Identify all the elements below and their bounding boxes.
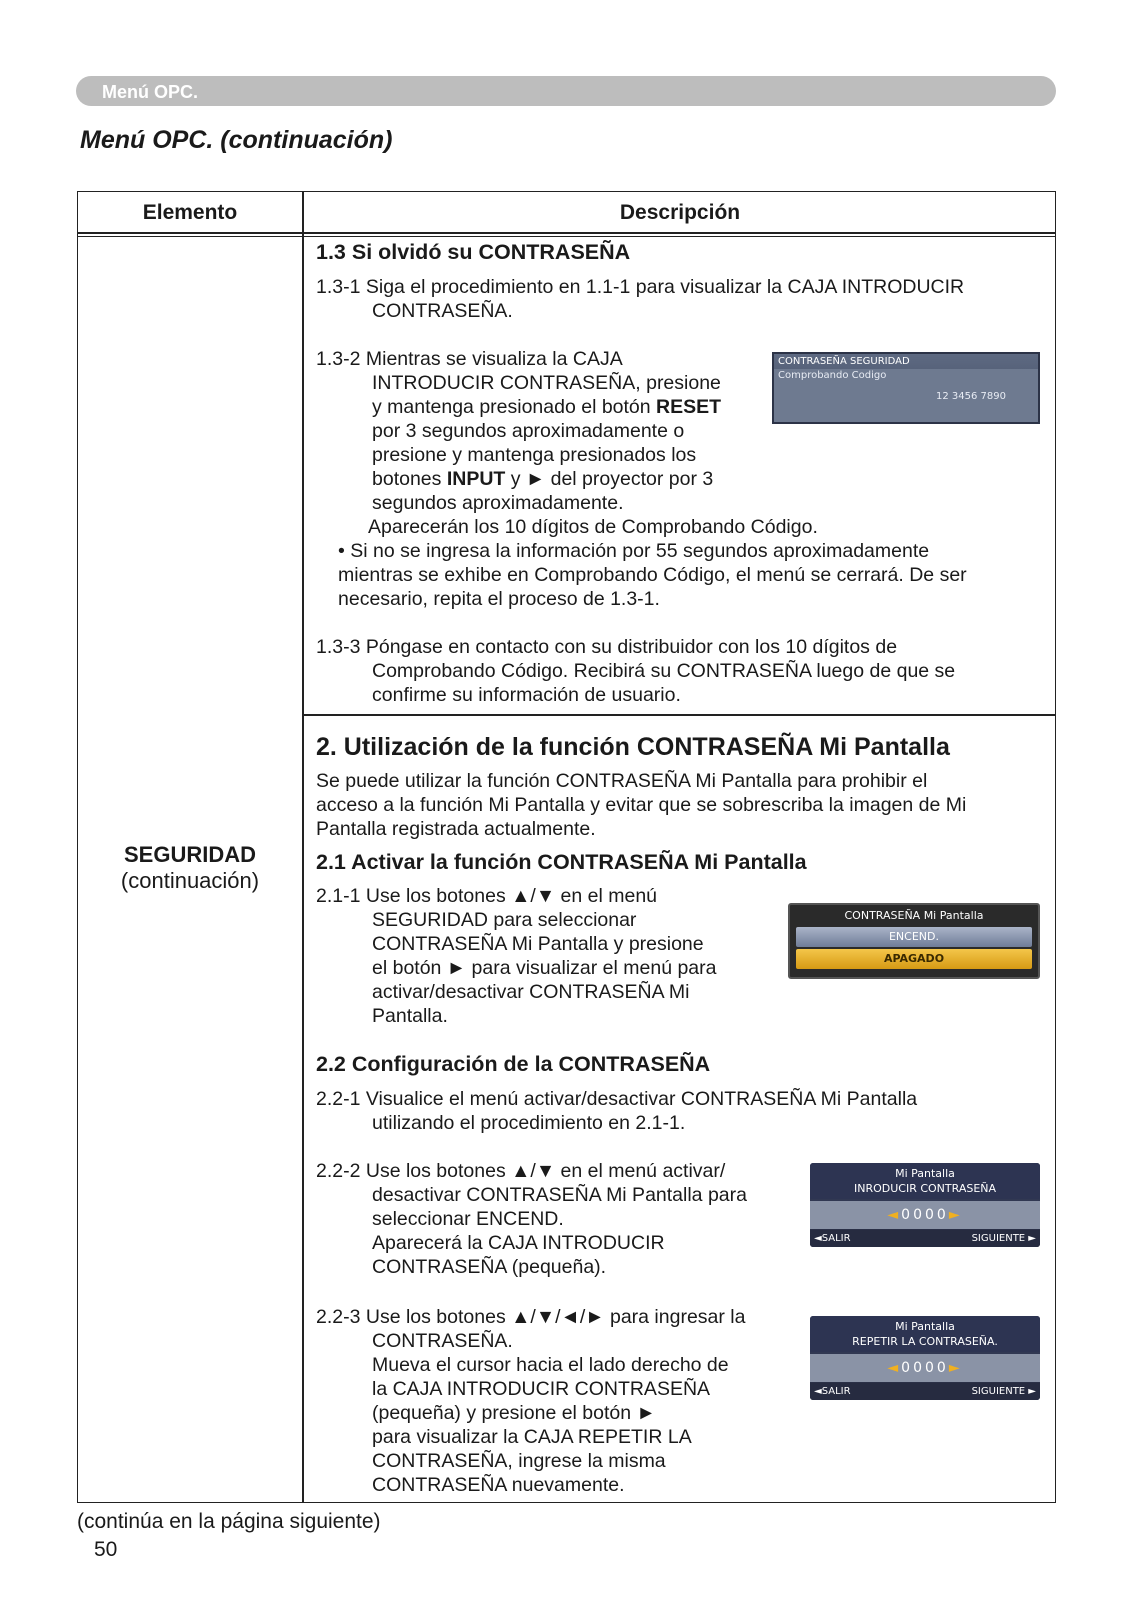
column-divider	[302, 192, 304, 1502]
section-label: Menú OPC.	[102, 82, 199, 102]
text-2-2-2-line3: seleccionar ENCEND.	[372, 1208, 564, 1230]
text-2-2-3-line4: la CAJA INTRODUCIR CONTRASEÑA	[372, 1378, 711, 1400]
text-2-2-3-line1: 2.2-3 Use los botones ▲/▼/◄/► para ingresar la	[316, 1306, 746, 1328]
exit-label: ◄SALIR	[814, 1233, 851, 1244]
intro-2-line1: Se puede utilizar la función CONTRASEÑA Mi Pantalla para prohibir el	[316, 770, 928, 792]
password-digits: 0000	[901, 1360, 949, 1376]
text-2-1-1-line4: el botón ► para visualizar el menú para	[372, 957, 717, 979]
heading-2-2: 2.2 Configuración de la CONTRASEÑA	[316, 1052, 711, 1076]
screenshot-subtitle: REPETIR LA CONTRASEÑA.	[852, 1335, 998, 1348]
text-2-1-1-line5: activar/desactivar CONTRASEÑA Mi	[372, 981, 690, 1003]
text-segment: botones	[372, 468, 447, 490]
heading-2: 2. Utilización de la función CONTRASEÑA Mi Pantalla	[316, 733, 950, 761]
text-1-3-2-line3	[372, 395, 721, 419]
left-arrow-icon: ◄	[887, 1207, 902, 1223]
text-2-1-1-line2: SEGURIDAD para seleccionar	[372, 909, 637, 931]
screenshot-subtitle: INRODUCIR CONTRASEÑA	[853, 1182, 997, 1195]
option-on: ENCEND.	[796, 927, 1032, 947]
screenshot-title: CONTRASEÑA Mi Pantalla	[844, 909, 984, 922]
next-label: SIGUIENTE ►	[971, 1386, 1036, 1397]
text-1-3-2-line7: segundos aproximadamente.	[372, 492, 624, 514]
text-2-1-1-line6: Pantalla.	[372, 1005, 448, 1027]
text-1-3-3-line2: Comprobando Código. Recibirá su CONTRASEÑA luego de que se	[372, 660, 956, 682]
screenshot-title: Mi Pantalla	[895, 1167, 955, 1180]
text-1-3-1-line1: 1.3-1 Siga el procedimiento en 1.1-1 para visualizar la CAJA INTRODUCIR	[316, 276, 965, 298]
screenshot-header	[810, 1316, 1040, 1352]
text-2-2-3-line3: Mueva el cursor hacia el lado derecho de	[372, 1354, 729, 1376]
text-1-3-2-line6	[372, 467, 713, 491]
bullet-1-3-2-line2: mientras se exhibe en Comprobando Código, el menú se cerrará. De ser	[338, 564, 967, 586]
screenshot-footer	[810, 1230, 1040, 1247]
heading-2-1: 2.1 Activar la función CONTRASEÑA Mi Pantalla	[316, 850, 807, 874]
security-password-screenshot	[772, 352, 1040, 424]
left-arrow-icon: ◄	[887, 1360, 902, 1376]
element-cell	[78, 842, 302, 894]
column-header-element: Elemento	[142, 201, 238, 224]
my-screen-password-menu-screenshot	[788, 903, 1040, 979]
text-2-2-3-line2: CONTRASEÑA.	[372, 1330, 513, 1352]
element-subtitle: (continuación)	[120, 868, 260, 893]
text-2-2-2-line1: 2.2-2 Use los botones ▲/▼ en el menú activar/	[316, 1160, 726, 1182]
screenshot-body	[774, 369, 1038, 424]
text-1-3-2-line4: por 3 segundos aproximadamente o	[372, 420, 685, 442]
screenshot-subtitle: Comprobando Codigo	[778, 370, 887, 381]
text-2-2-2-line2: desactivar CONTRASEÑA Mi Pantalla para	[372, 1184, 747, 1206]
screenshot-title: Mi Pantalla	[895, 1320, 955, 1333]
element-name: SEGURIDAD	[123, 842, 256, 867]
option-off-selected: APAGADO	[796, 949, 1032, 969]
bullet-1-3-2-line3: necesario, repita el proceso de 1.3-1.	[338, 588, 660, 610]
screenshot-footer	[810, 1383, 1040, 1400]
row-divider	[302, 714, 1056, 716]
text-2-2-3-line5: (pequeña) y presione el botón ►	[372, 1402, 656, 1424]
reset-button-label: RESET	[656, 396, 722, 418]
text-segment: y ► del proyector por 3	[505, 468, 714, 490]
heading-1-3: 1.3 Si olvidó su CONTRASEÑA	[316, 240, 631, 264]
text-2-2-3-line6: para visualizar la CAJA REPETIR LA	[372, 1426, 692, 1448]
screenshot-title: CONTRASEÑA SEGURIDAD	[778, 356, 910, 367]
bullet-1-3-2-line1: • Si no se ingresa la información por 55 segundos aproximadamente	[338, 540, 930, 562]
inquiring-code: 12 3456 7890	[936, 391, 1006, 402]
text-1-3-2-line8: Aparecerán los 10 dígitos de Comprobando Código.	[368, 516, 818, 538]
input-button-label: INPUT	[446, 468, 506, 490]
next-label: SIGUIENTE ►	[971, 1233, 1036, 1244]
text-1-3-3-line1: 1.3-3 Póngase en contacto con su distribuidor con los 10 dígitos de	[316, 636, 898, 658]
text-2-1-1-line1: 2.1-1 Use los botones ▲/▼ en el menú	[316, 885, 658, 907]
continued-note: (continúa en la página siguiente)	[77, 1510, 381, 1533]
text-2-2-2-line5: CONTRASEÑA (pequeña).	[372, 1256, 607, 1278]
text-1-3-2-line2: INTRODUCIR CONTRASEÑA, presione	[372, 372, 721, 394]
text-2-2-1-line2: utilizando el procedimiento en 2.1-1.	[372, 1112, 686, 1134]
right-arrow-icon: ►	[948, 1360, 963, 1376]
text-1-3-2-line1: 1.3-2 Mientras se visualiza la CAJA	[316, 348, 623, 370]
text-2-2-3-line7: CONTRASEÑA, ingrese la misma	[372, 1450, 666, 1472]
page-title: Menú OPC. (continuación)	[80, 126, 393, 154]
intro-2-line2: acceso a la función Mi Pantalla y evitar que se sobrescriba la imagen de Mi	[316, 794, 967, 816]
password-digits-row	[810, 1201, 1040, 1229]
text-1-3-2-line5: presione y mantenga presionados los	[372, 444, 697, 466]
intro-2-line3: Pantalla registrada actualmente.	[316, 818, 596, 840]
text-2-2-3-line8: CONTRASEÑA nuevamente.	[372, 1474, 625, 1496]
column-header-description: Descripción	[619, 201, 741, 224]
password-digits-row	[810, 1354, 1040, 1382]
text-1-3-1-line2: CONTRASEÑA.	[372, 300, 513, 322]
text-1-3-3-line3: confirme su información de usuario.	[372, 684, 681, 706]
page-number: 50	[94, 1538, 118, 1561]
repeat-password-screenshot	[810, 1316, 1040, 1400]
section-header-bar	[76, 76, 1056, 106]
password-digits: 0000	[901, 1207, 949, 1223]
text-2-1-1-line3: CONTRASEÑA Mi Pantalla y presione	[372, 933, 704, 955]
text-2-2-1-line1: 2.2-1 Visualice el menú activar/desactivar CONTRASEÑA Mi Pantalla	[316, 1088, 918, 1110]
enter-password-screenshot	[810, 1163, 1040, 1247]
header-rule	[78, 232, 1055, 234]
exit-label: ◄SALIR	[814, 1386, 851, 1397]
text-2-2-2-line4: Aparecerá la CAJA INTRODUCIR	[372, 1232, 665, 1254]
text-segment: y mantenga presionado el botón	[372, 396, 657, 418]
right-arrow-icon: ►	[948, 1207, 963, 1223]
header-rule-double	[78, 236, 1055, 237]
screenshot-header	[810, 1163, 1040, 1199]
